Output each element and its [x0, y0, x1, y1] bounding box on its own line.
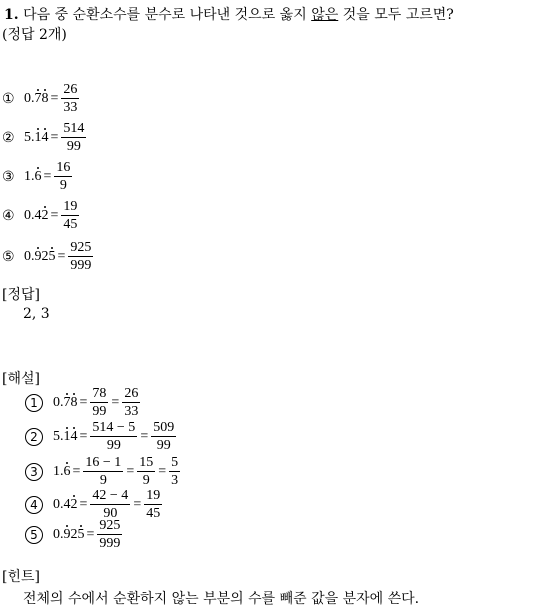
explanation-lhs: 0.42	[53, 497, 78, 512]
repeating-decimal: 5.14	[24, 130, 49, 145]
repeating-decimal: 0.925	[24, 249, 56, 264]
explanation-lhs: 5.14	[53, 429, 78, 444]
explanation-fraction: $\frac{19}{45}$	[146, 488, 161, 521]
hint-label: [힌트]	[2, 569, 40, 585]
option-4: ④ 0.42 = $\frac{19}{45}$	[2, 199, 78, 232]
question-note: (정답 2개)	[2, 27, 67, 43]
explanation-fraction: $\frac{509}{99}$	[153, 420, 175, 453]
explanation-item-3: 3 1.6 = $\frac{16 - 1}{9}$ = $\frac{15}{9}$ = $\frac{5}{3}$	[25, 455, 181, 489]
explanation-fraction: $\frac{16 - 1}{9}$	[85, 455, 122, 488]
explanation-lhs: 1.6	[53, 464, 71, 479]
option-marker: ②	[2, 130, 15, 146]
explanation-fraction: $\frac{15}{9}$	[139, 455, 154, 488]
explanation-item-4: 4 0.42 = $\frac{42 - 4}{90}$ = $\frac{19}{45}$	[25, 488, 163, 522]
repeating-decimal: 0.42	[24, 208, 49, 223]
explanation-fraction: $\frac{514 - 5}{99}$	[92, 420, 136, 453]
answer-label: [정답]	[2, 287, 40, 303]
explanation-item-5: 5 0.925 = $\frac{925}{999}$	[25, 518, 123, 552]
circled-number: 3	[25, 463, 43, 481]
option-marker: ④	[2, 208, 15, 224]
explanation-label: [해설]	[2, 371, 40, 387]
explanation-lhs: 0.925	[53, 527, 85, 542]
option-1: ① 0.78 = $\frac{26}{33}$	[2, 82, 78, 115]
question-text-after: 것을 모두 고르면?	[338, 7, 454, 23]
explanation-fraction: $\frac{26}{33}$	[124, 386, 139, 419]
question-number: 1.	[4, 7, 19, 23]
answer-value: 2, 3	[23, 306, 50, 322]
circled-number: 2	[25, 428, 43, 446]
circled-number: 5	[25, 526, 43, 544]
repeating-decimal: 0.78	[24, 91, 49, 106]
option-2: ② 5.14 = $\frac{514}{99}$	[2, 121, 85, 154]
option-3: ③ 1.6 = $\frac{16}{9}$	[2, 160, 71, 193]
question-underlined-word: 않은	[311, 7, 339, 23]
circled-number: 4	[25, 496, 43, 514]
explanation-fraction: $\frac{42 - 4}{90}$	[92, 488, 129, 521]
question-line	[4, 4, 454, 24]
repeating-decimal: 1.6	[24, 169, 42, 184]
explanation-item-1: 1 0.78 = $\frac{78}{99}$ = $\frac{26}{33}$	[25, 386, 141, 420]
option-fraction: $\frac{514}{99}$	[63, 121, 85, 154]
circled-number: 1	[25, 394, 43, 412]
explanation-fraction: $\frac{5}{3}$	[171, 455, 179, 488]
explanation-fraction: $\frac{925}{999}$	[99, 518, 121, 551]
explanation-fraction: $\frac{78}{99}$	[92, 386, 107, 419]
option-fraction: $\frac{19}{45}$	[63, 199, 78, 232]
option-marker: ⑤	[2, 249, 15, 265]
option-5: ⑤ 0.925 = $\frac{925}{999}$	[2, 240, 92, 273]
question-text-before: 다음 중 순환소수를 분수로 나타낸 것으로 옳지	[18, 7, 312, 23]
hint-text: 전체의 수에서 순환하지 않는 부분의 수를 빼준 값을 분자에 쓴다.	[23, 591, 420, 607]
explanation-lhs: 0.78	[53, 395, 78, 410]
explanation-item-2: 2 5.14 = $\frac{514 - 5}{99}$ = $\frac{509}{99}$	[25, 420, 177, 454]
option-fraction: $\frac{16}{9}$	[56, 160, 71, 193]
option-marker: ③	[2, 169, 15, 185]
option-fraction: $\frac{26}{33}$	[63, 82, 78, 115]
option-marker: ①	[2, 91, 15, 107]
option-fraction: $\frac{925}{999}$	[70, 240, 92, 273]
